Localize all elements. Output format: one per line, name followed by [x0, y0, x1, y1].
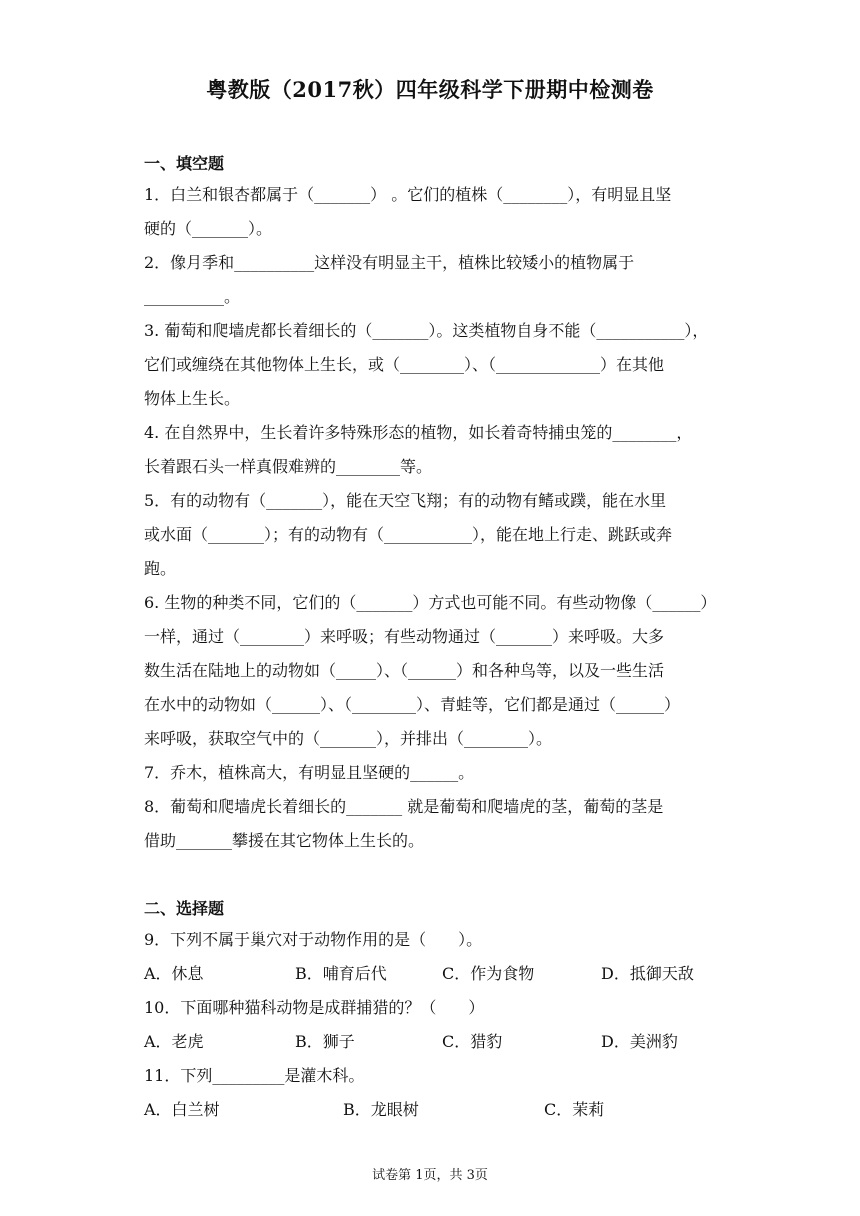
q9-option-a: A．休息	[144, 964, 204, 983]
q6-line-1: 6. 生物的种类不同，它们的（_______）方式也可能不同。有些动物像（______）	[144, 593, 717, 612]
q10-option-c: C．猎豹	[442, 1032, 503, 1051]
q6-line-2: 一样，通过（________）来呼吸；有些动物通过（_______）来呼吸。大多	[144, 627, 665, 646]
q4-line-2: 长着跟石头一样真假难辨的________等。	[144, 457, 433, 476]
q3-line-1: 3. 葡萄和爬墙虎都长着细长的（_______）。这类植物自身不能（___________），	[144, 321, 709, 340]
q4-line-1: 4. 在自然界中，生长着许多特殊形态的植物，如长着奇特捕虫笼的________，	[144, 423, 693, 442]
q10-option-a: A．老虎	[144, 1032, 204, 1051]
q11-stem: 11．下列_________是灌木科。	[144, 1066, 365, 1085]
section-heading-multiple-choice: 二、选择题	[144, 899, 225, 918]
q5-line-3: 跑。	[144, 559, 177, 578]
q10-options	[144, 1032, 744, 1052]
q6-line-3: 数生活在陆地上的动物如（_____）、（______）和各种鸟等，以及一些生活	[144, 661, 665, 680]
q5-line-2: 或水面（_______）；有的动物有（___________），能在地上行走、跳跃或奔	[144, 525, 673, 544]
q11-option-a: A．白兰树	[144, 1100, 220, 1119]
q3-line-3: 物体上生长。	[144, 389, 241, 408]
q7-line-1: 7．乔木，植株高大，有明显且坚硬的______。	[144, 763, 475, 782]
q9-option-d: D．抵御天敌	[601, 964, 694, 983]
q9-stem: 9．下列不属于巢穴对于动物作用的是（ ）。	[144, 930, 483, 949]
q11-option-c: C．茉莉	[544, 1100, 605, 1119]
q10-option-b: B．狮子	[295, 1032, 355, 1051]
section-heading-fill-blank: 一、填空题	[144, 154, 225, 173]
q1-line-1: 1．白兰和银杏都属于（_______） 。它们的植株（________），有明显且坚	[144, 185, 672, 204]
page-title: 粤教版（2017秋）四年级科学下册期中检测卷	[206, 77, 654, 102]
q5-line-1: 5．有的动物有（_______），能在天空飞翔；有的动物有鳍或蹼，能在水里	[144, 491, 667, 510]
q6-line-4: 在水中的动物如（______）、（________）、青蛙等，它们都是通过（______）	[144, 695, 681, 714]
page-footer: 试卷第 1页，共 3页	[372, 1168, 488, 1183]
q9-options	[144, 964, 744, 984]
q8-line-1: 8．葡萄和爬墙虎长着细长的_______ 就是葡萄和爬墙虎的茎，葡萄的茎是	[144, 797, 664, 816]
q6-line-5: 来呼吸，获取空气中的（_______），并排出（________）。	[144, 729, 553, 748]
q11-option-b: B．龙眼树	[343, 1100, 419, 1119]
q2-line-1: 2．像月季和__________这样没有明显主干，植株比较矮小的植物属于	[144, 253, 635, 272]
q10-stem: 10．下面哪种猫科动物是成群捕猎的？（ ）	[144, 998, 485, 1017]
q9-option-b: B．哺育后代	[295, 964, 387, 983]
q9-option-c: C．作为食物	[442, 964, 535, 983]
q8-line-2: 借助_______攀援在其它物体上生长的。	[144, 831, 425, 850]
q10-option-d: D．美洲豹	[601, 1032, 678, 1051]
q3-line-2: 它们或缠绕在其他物体上生长，或（________）、（_____________）在其他	[144, 355, 665, 374]
q2-line-2: __________。	[144, 287, 241, 306]
q1-line-2: 硬的（_______）。	[144, 219, 273, 238]
q11-options	[144, 1100, 744, 1120]
